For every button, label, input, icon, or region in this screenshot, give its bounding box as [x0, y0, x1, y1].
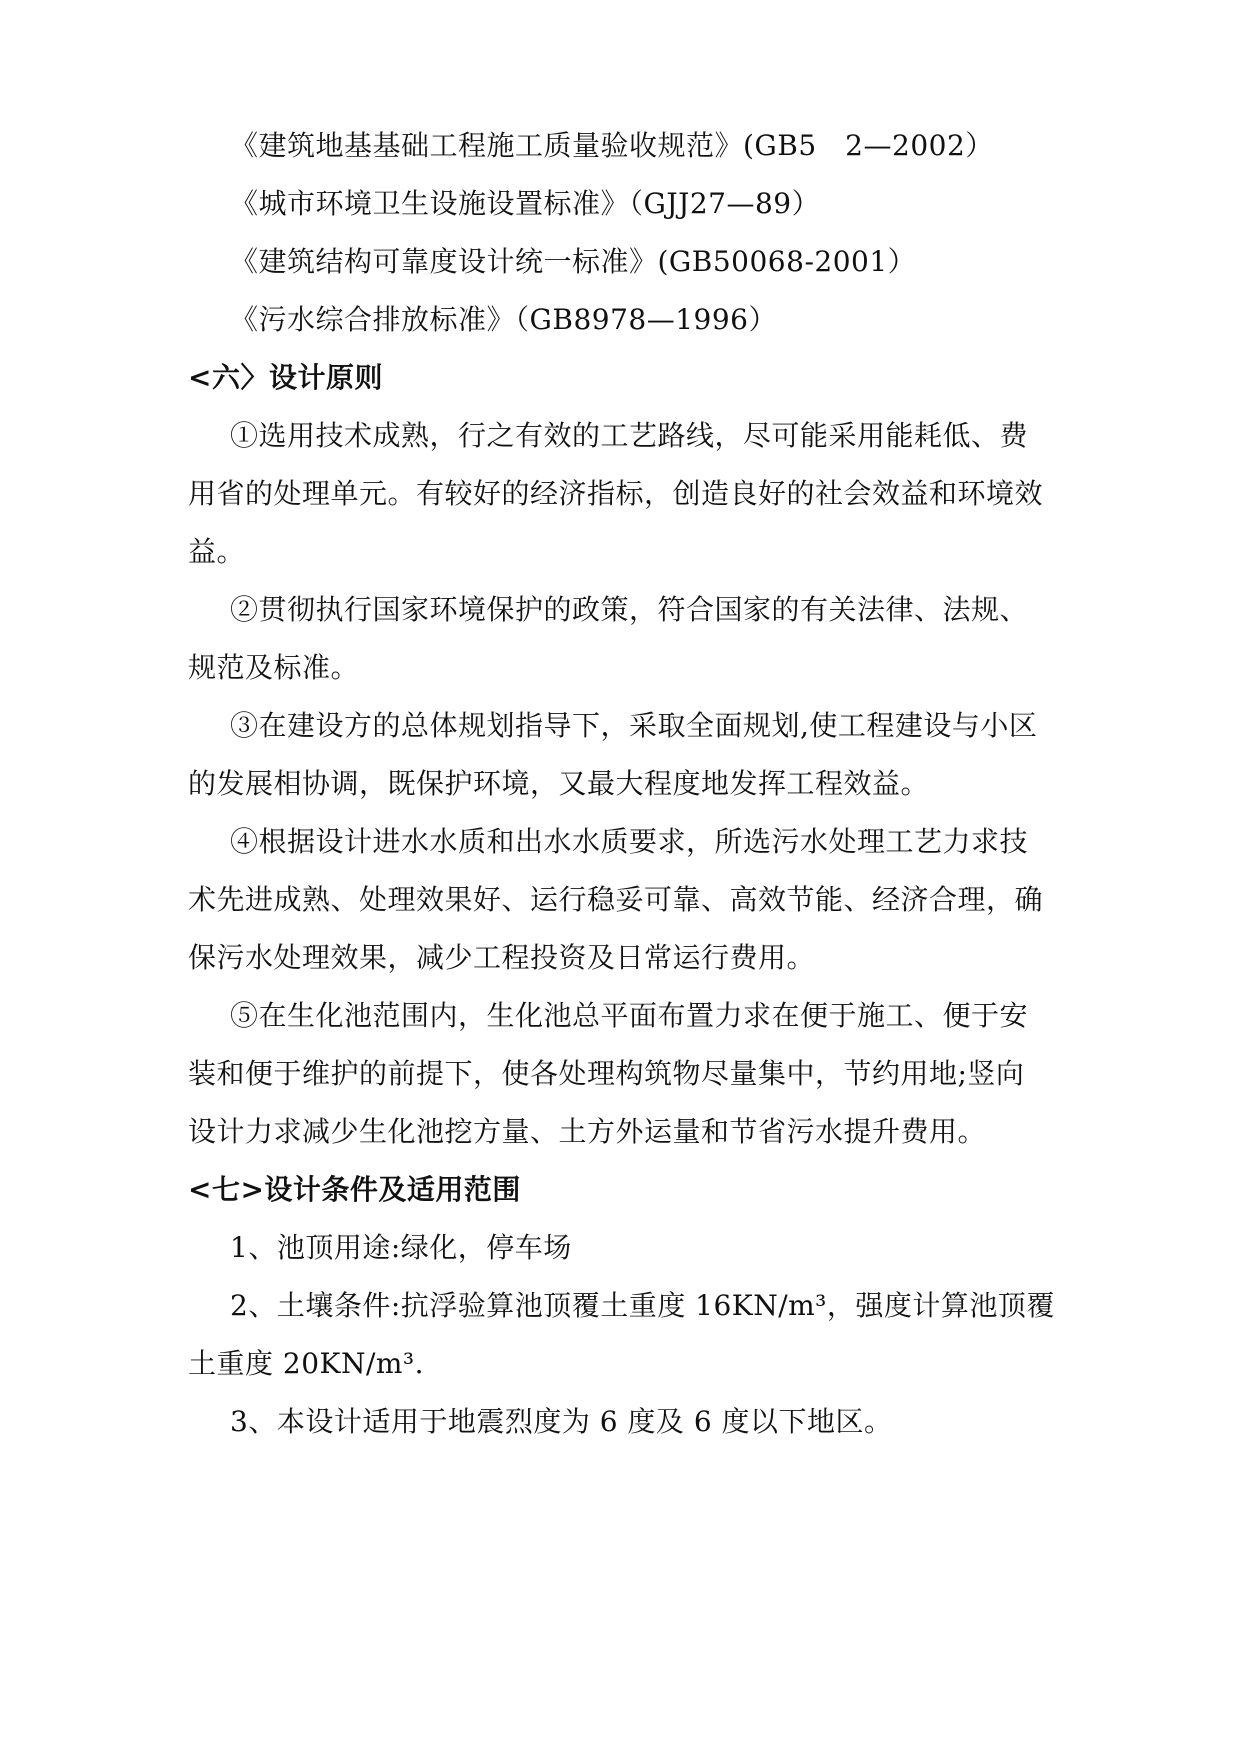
paragraph-line: 设计力求减少生化池挖方量、土方外运量和节省污水提升费用。: [188, 1115, 987, 1148]
reference-line: 《污水综合排放标准》（GB8978—1996）: [230, 303, 777, 336]
reference-line: 《建筑结构可靠度设计统一标准》(GB50068-2001）: [230, 245, 917, 278]
section-heading: <六〉设计原则: [188, 361, 383, 394]
paragraph-line: ④根据设计进水水质和出水水质要求，所选污水处理工艺力求技: [230, 825, 1029, 858]
paragraph-line: 3、本设计适用于地震烈度为 6 度及 6 度以下地区。: [230, 1405, 893, 1438]
paragraph-line: ⑤在生化池范围内，生化池总平面布置力求在便于施工、便于安: [230, 999, 1029, 1032]
paragraph-line: 装和便于维护的前提下，使各处理构筑物尽量集中，节约用地;竖向: [188, 1057, 1025, 1090]
paragraph-line: 术先进成熟、处理效果好、运行稳妥可靠、高效节能、经济合理，确: [188, 883, 1044, 916]
section-heading: <七>设计条件及适用范围: [188, 1173, 521, 1206]
paragraph-line: 益。: [188, 535, 246, 568]
paragraph-line: 1、池顶用途:绿化，停车场: [230, 1231, 572, 1264]
paragraph-line: 用省的处理单元。有较好的经济指标，创造良好的社会效益和环境效: [188, 477, 1044, 510]
paragraph-line: 的发展相协调，既保护环境，又最大程度地发挥工程效益。: [188, 767, 930, 800]
paragraph-line: 土重度 20KN/m³.: [188, 1347, 425, 1380]
paragraph-line: ①选用技术成熟，行之有效的工艺路线，尽可能采用能耗低、费: [230, 419, 1029, 452]
reference-line: 《城市环境卫生设施设置标准》（GJJ27—89）: [230, 187, 821, 220]
reference-line: 《建筑地基基础工程施工质量验收规范》(GB5 2—2002）: [230, 129, 994, 162]
paragraph-line: ③在建设方的总体规划指导下，采取全面规划,使工程建设与小区: [230, 709, 1038, 742]
paragraph-line: 保污水处理效果，减少工程投资及日常运行费用。: [188, 941, 816, 974]
paragraph-line: 规范及标准。: [188, 651, 360, 684]
paragraph-line: 2、土壤条件:抗浮验算池顶覆土重度 16KN/m³，强度计算池顶覆: [230, 1289, 1055, 1322]
paragraph-line: ②贯彻执行国家环境保护的政策，符合国家的有关法律、法规、: [230, 593, 1029, 626]
